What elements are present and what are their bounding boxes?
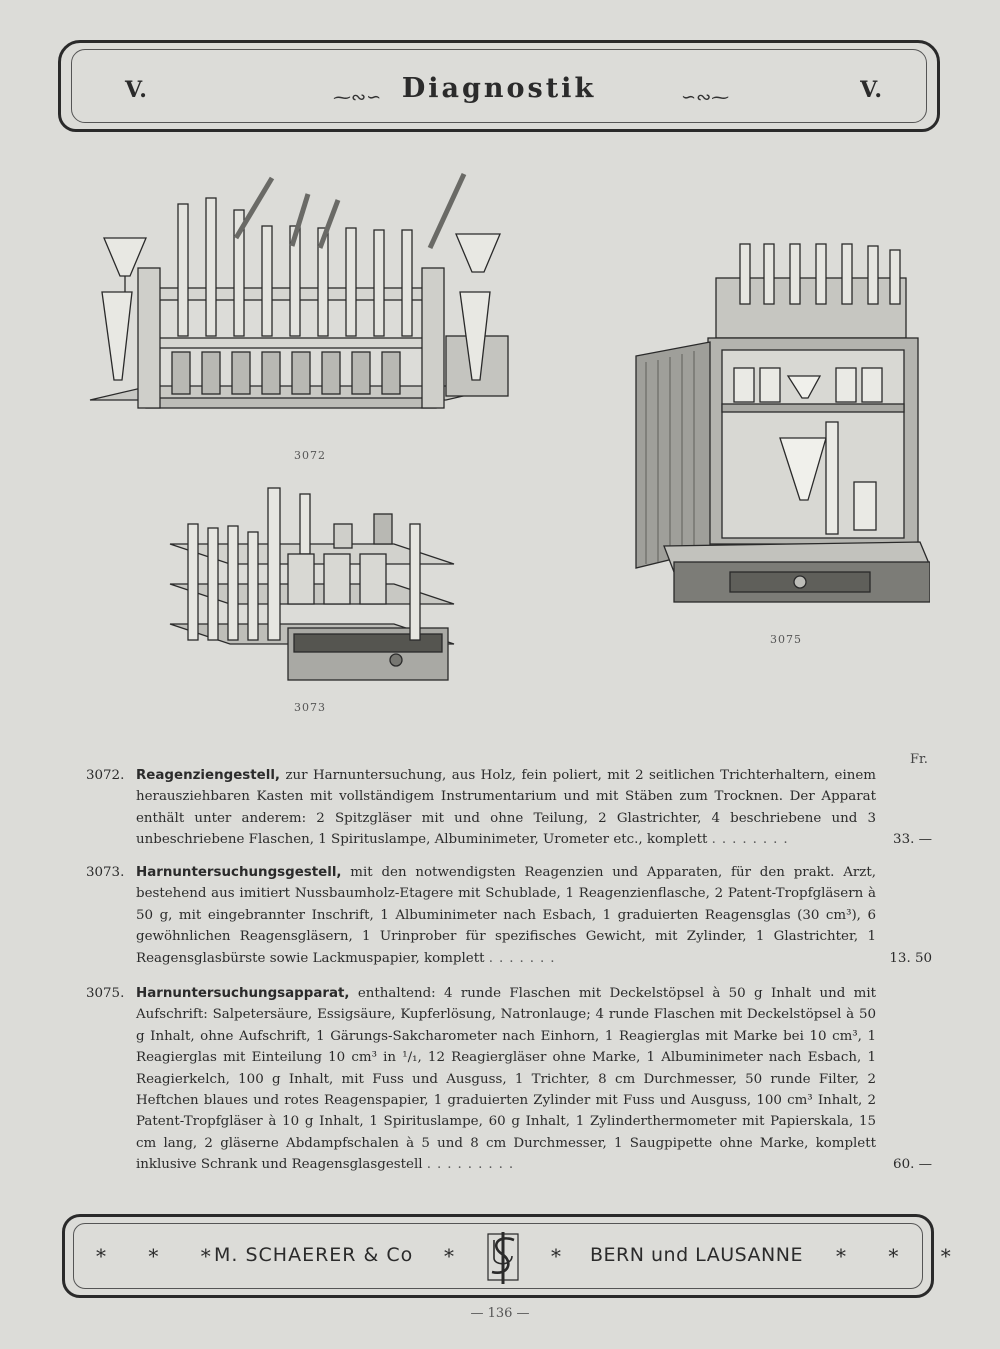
page-number: — 136 — (470, 1306, 530, 1321)
entry-price: 13. 50 (889, 950, 932, 966)
entry-name: Harnuntersuchungsgestell, (136, 865, 342, 880)
entry-description (136, 983, 876, 1176)
illustration-apparatus-cabinet (630, 238, 930, 610)
flourish-right-icon: ∽∾⁓ (681, 87, 730, 108)
monogram-logo-icon (478, 1226, 528, 1292)
entry-text: zur Harnuntersuchung, aus Holz, fein poliert, mit 2 seitlichen Trichterhaltern, einem herausziehbaren Kasten mit vollständigem Instrumentarium und mit Stäben zum Trocknen. Der Apparat enthält unter anderem: 2 Spitzgläser mit und ohne Teilung, 2 Glastrichter, 4 beschriebene und 3 unbeschriebene Flaschen, 1 Spirituslampe, Albuminimeter, Urometer etc., komplett (136, 768, 876, 848)
entry-description (136, 862, 876, 969)
entry-text: mit den notwendigsten Reagenzien und Apparaten, für den prakt. Arzt, bestehend aus imitiert Nussbaumholz-Etagere mit Schublade, 1 Reagenzienflasche, 2 Patent-Tropfgläsern à 50 g, mit eingebrannter Inschrift, 1 Albuminimeter nach Esbach, 1 graduierten Reagensglas (30 cm³), 6 gewöhnlichen Reagensgläsern, 1 Urinprober für spezifisches Gewicht, mit Zylinder, 1 Glastrichter, 1 Reagensglasbürste sowie Lackmuspapier, komplett (136, 865, 876, 966)
entry-price: 60. — (893, 1157, 932, 1173)
entry-price: 33. — (893, 832, 932, 848)
leader-dots: ....... (488, 950, 561, 966)
firm-name: M. SCHAERER & Co (214, 1244, 414, 1266)
leader-dots: ......... (426, 1157, 520, 1173)
entry-number: 3072. (86, 768, 125, 783)
entry-number: 3073. (86, 865, 125, 880)
catalog-entry-3073 (86, 862, 946, 969)
star-ornament-right: * * * (836, 1244, 969, 1268)
flourish-left-icon: ⁓∾∽ (333, 87, 382, 108)
figure-label-3073: 3073 (294, 701, 326, 714)
entry-name: Harnuntersuchungsapparat, (136, 986, 350, 1001)
figure-label-3075: 3075 (770, 633, 802, 646)
section-number-left: V. (125, 77, 148, 103)
section-number-right: V. (860, 77, 883, 103)
entry-description (136, 765, 876, 851)
catalog-entry-3075 (86, 983, 946, 1176)
entry-text: enthaltend: 4 runde Flaschen mit Deckelstöpsel à 50 g Inhalt und mit Aufschrift: Salpetersäure, Essigsäure, Kupferlösung, Natronlauge; 4 runde Flaschen mit Deckelstöpsel à 50 g Inhalt, ohne Aufschrift, 1 Gärungs-Sakcharometer nach Einhorn, 1 Reagierglas mit Marke bei 10 cm³, 1 Reagierglas mit Einteilung 10 cm³ in ¹/₁, 12 Reagiergläser ohne Marke, 1 Albuminimeter nach Esbach, 1 Reagierkelch, 100 g Inhalt, mit Fuss und Ausguss, 1 Trichter, 8 cm Durchmesser, 50 runde Filter, 2 Heftchen blaues und rotes Reagenspapier, 1 graduierten Zylinder mit Fuss und Ausguss, 100 cm³ Inhalt, 2 Patent-Tropfgläser à 10 g Inhalt, 1 Spirituslampe, 60 g Inhalt, 1 Zylinderthermometer mit Papierskala, 15 cm lang, 2 gläserne Abdampfschalen à 5 und 8 cm Durchmesser, 1 Saugpipette ohne Marke, komplett inklusive Schrank und Reagensglasgestell (136, 986, 876, 1173)
catalog-entry-3072 (86, 765, 946, 851)
city-names: BERN und LAUSANNE (590, 1244, 803, 1266)
currency-label: Fr. (910, 752, 928, 767)
illustration-reagent-rack (86, 168, 526, 448)
leader-dots: ........ (711, 832, 794, 848)
star-ornament-mid-left: * (444, 1244, 472, 1268)
figure-label-3072: 3072 (294, 449, 326, 462)
star-ornament-mid-right: * (551, 1244, 579, 1268)
illustration-test-stand (164, 484, 464, 694)
page-title: Diagnostik (401, 73, 597, 104)
star-ornament-left: * * * (96, 1244, 229, 1268)
entry-number: 3075. (86, 986, 125, 1001)
entry-name: Reagenziengestell, (136, 768, 281, 783)
header-frame (58, 40, 940, 132)
